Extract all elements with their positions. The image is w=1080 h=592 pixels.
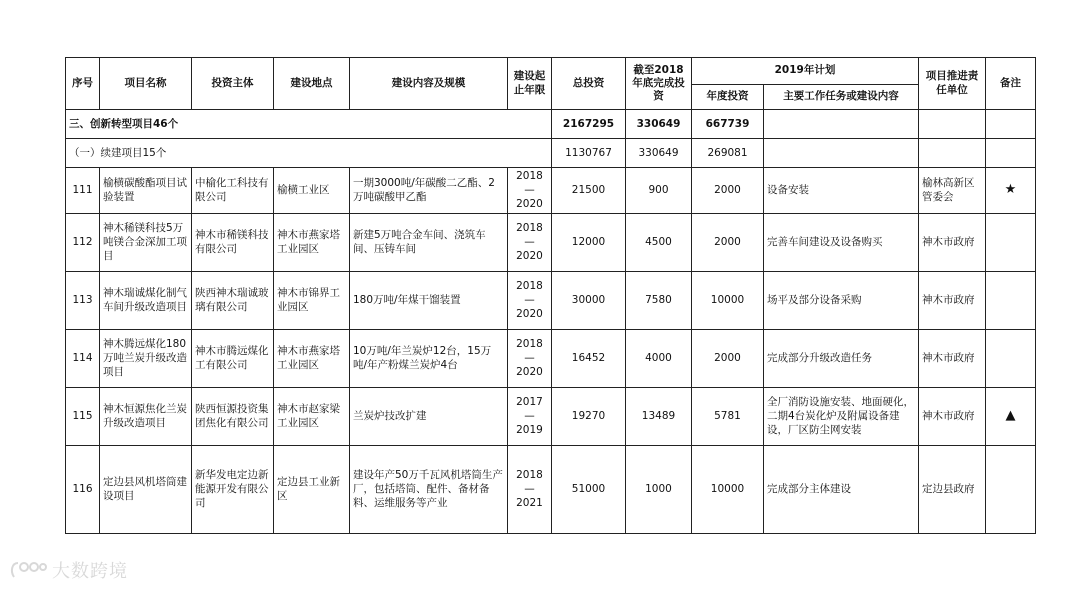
cell-period: 2018—2020 <box>508 168 552 214</box>
header-location: 建设地点 <box>274 58 350 110</box>
cell-annual: 2000 <box>692 329 764 387</box>
cell-tasks: 完成部分升级改造任务 <box>764 329 919 387</box>
cell-annual: 10000 <box>692 271 764 329</box>
section-label: 三、创新转型项目46个 <box>66 110 552 139</box>
cell-completed: 4000 <box>626 329 692 387</box>
subsection-annual: 269081 <box>692 139 764 168</box>
table-row <box>66 213 1036 271</box>
cell-investor: 神木市稀镁科技有限公司 <box>192 213 274 271</box>
cell-name: 神木稀镁科技5万吨镁合金深加工项目 <box>100 213 192 271</box>
cell-tasks: 完善车间建设及设备购买 <box>764 213 919 271</box>
subsection-label: （一）续建项目15个 <box>66 139 552 168</box>
empty-cell <box>986 139 1036 168</box>
cell-content: 10万吨/年兰炭炉12台，15万吨/年产粉煤兰炭炉4台 <box>350 329 508 387</box>
cell-tasks: 场平及部分设备采购 <box>764 271 919 329</box>
cell-annual: 2000 <box>692 168 764 214</box>
cell-content: 建设年产50万千瓦风机塔筒生产厂，包括塔筒、配件、备材备料、运维服务等产业 <box>350 445 508 533</box>
section-row <box>66 110 1036 139</box>
cell-seq: 115 <box>66 387 100 445</box>
cell-remark <box>986 329 1036 387</box>
cell-seq: 111 <box>66 168 100 214</box>
cell-location: 神木市燕家塔工业园区 <box>274 213 350 271</box>
cell-content: 180万吨/年煤干馏装置 <box>350 271 508 329</box>
header-investor: 投资主体 <box>192 58 274 110</box>
project-table <box>65 57 1036 534</box>
cell-investor: 陕西恒源投资集团焦化有限公司 <box>192 387 274 445</box>
cell-location: 榆横工业区 <box>274 168 350 214</box>
cell-seq: 114 <box>66 329 100 387</box>
section-annual: 667739 <box>692 110 764 139</box>
cell-seq: 113 <box>66 271 100 329</box>
cell-name: 定边县风机塔筒建设项目 <box>100 445 192 533</box>
cell-total: 12000 <box>552 213 626 271</box>
cell-unit: 定边县政府 <box>919 445 986 533</box>
cell-period: 2017—2019 <box>508 387 552 445</box>
cell-unit: 神木市政府 <box>919 329 986 387</box>
cell-total: 21500 <box>552 168 626 214</box>
cell-tasks: 完成部分主体建设 <box>764 445 919 533</box>
watermark-text: 大数跨境 <box>52 561 128 582</box>
cell-unit: 神木市政府 <box>919 271 986 329</box>
cell-content: 兰炭炉技改扩建 <box>350 387 508 445</box>
cell-completed: 7580 <box>626 271 692 329</box>
header-plan-2019: 2019年计划 <box>692 58 919 85</box>
cell-investor: 陕西神木瑞诚玻璃有限公司 <box>192 271 274 329</box>
cell-remark <box>986 271 1036 329</box>
empty-cell <box>764 139 919 168</box>
cell-unit: 神木市政府 <box>919 387 986 445</box>
cell-total: 19270 <box>552 387 626 445</box>
empty-cell <box>986 110 1036 139</box>
subsection-row <box>66 139 1036 168</box>
cell-location: 定边县工业新区 <box>274 445 350 533</box>
header-seq: 序号 <box>66 58 100 110</box>
cell-remark <box>986 445 1036 533</box>
table-row <box>66 271 1036 329</box>
table-row <box>66 387 1036 445</box>
cell-total: 16452 <box>552 329 626 387</box>
cell-investor: 新华发电定边新能源开发有限公司 <box>192 445 274 533</box>
watermark <box>8 557 128 583</box>
cell-completed: 1000 <box>626 445 692 533</box>
cell-location: 神木市燕家塔工业园区 <box>274 329 350 387</box>
empty-cell <box>919 139 986 168</box>
cell-annual: 10000 <box>692 445 764 533</box>
cell-unit: 榆林高新区管委会 <box>919 168 986 214</box>
table-row <box>66 445 1036 533</box>
cell-name: 神木腾远煤化180万吨兰炭升级改造项目 <box>100 329 192 387</box>
cell-seq: 116 <box>66 445 100 533</box>
cell-investor: 中榆化工科技有限公司 <box>192 168 274 214</box>
cell-period: 2018—2020 <box>508 329 552 387</box>
header-completed: 截至2018年底完成投资 <box>626 58 692 110</box>
cell-content: 一期3000吨/年碳酸二乙酯、2万吨碳酸甲乙酯 <box>350 168 508 214</box>
section-completed: 330649 <box>626 110 692 139</box>
cell-name: 神木恒源焦化兰炭升级改造项目 <box>100 387 192 445</box>
table-row <box>66 168 1036 214</box>
header-annual: 年度投资 <box>692 85 764 110</box>
cell-completed: 13489 <box>626 387 692 445</box>
header-name: 项目名称 <box>100 58 192 110</box>
subsection-total: 1130767 <box>552 139 626 168</box>
subsection-completed: 330649 <box>626 139 692 168</box>
cell-remark: ★ <box>986 168 1036 214</box>
header-remark: 备注 <box>986 58 1036 110</box>
cell-period: 2018—2021 <box>508 445 552 533</box>
cell-annual: 2000 <box>692 213 764 271</box>
cell-total: 30000 <box>552 271 626 329</box>
cell-name: 榆横碳酸酯项目试验装置 <box>100 168 192 214</box>
cell-completed: 4500 <box>626 213 692 271</box>
watermark-logo-icon <box>8 559 48 581</box>
cell-content: 新建5万吨合金车间、浇筑车间、压铸车间 <box>350 213 508 271</box>
header-total: 总投资 <box>552 58 626 110</box>
cell-investor: 神木市腾远煤化工有限公司 <box>192 329 274 387</box>
cell-remark: ▲ <box>986 387 1036 445</box>
cell-completed: 900 <box>626 168 692 214</box>
cell-location: 神木市赵家梁工业园区 <box>274 387 350 445</box>
cell-unit: 神木市政府 <box>919 213 986 271</box>
cell-tasks: 全厂消防设施安装、地面硬化，二期4台炭化炉及附属设备建设，厂区防尘网安装 <box>764 387 919 445</box>
empty-cell <box>919 110 986 139</box>
header-unit: 项目推进责任单位 <box>919 58 986 110</box>
cell-seq: 112 <box>66 213 100 271</box>
table-row <box>66 329 1036 387</box>
section-total: 2167295 <box>552 110 626 139</box>
header-tasks: 主要工作任务或建设内容 <box>764 85 919 110</box>
header-content: 建设内容及规模 <box>350 58 508 110</box>
cell-total: 51000 <box>552 445 626 533</box>
cell-remark <box>986 213 1036 271</box>
cell-tasks: 设备安装 <box>764 168 919 214</box>
cell-name: 神木瑞诚煤化制气车间升级改造项目 <box>100 271 192 329</box>
empty-cell <box>764 110 919 139</box>
header-period: 建设起止年限 <box>508 58 552 110</box>
cell-annual: 5781 <box>692 387 764 445</box>
cell-period: 2018—2020 <box>508 271 552 329</box>
cell-location: 神木市锦界工业园区 <box>274 271 350 329</box>
cell-period: 2018—2020 <box>508 213 552 271</box>
